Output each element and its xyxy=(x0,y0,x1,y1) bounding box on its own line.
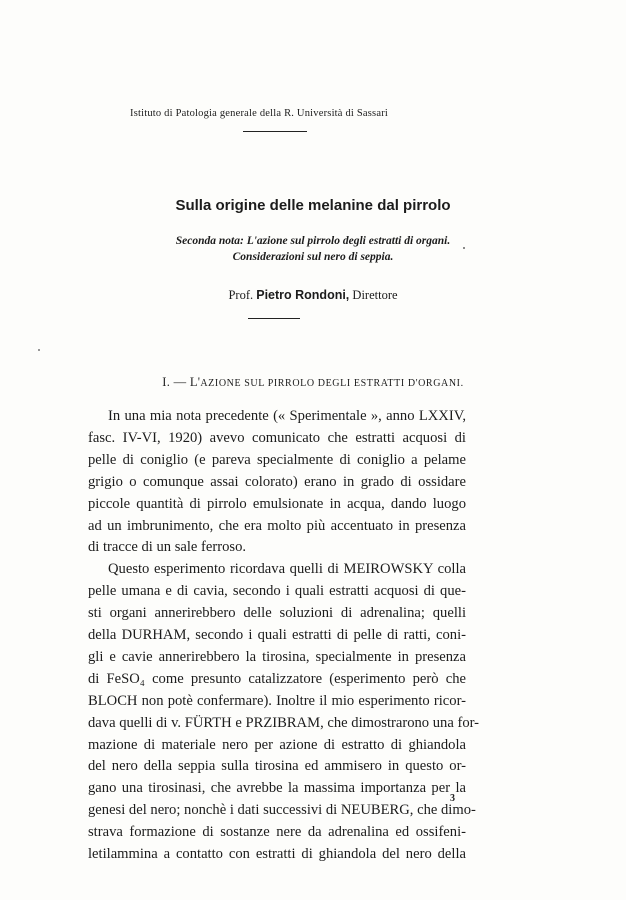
body-line: piccole quantità di pirrolo emulsionate in acqua, dando luogo xyxy=(88,495,466,512)
author-line xyxy=(0,288,626,303)
body-line: grigio o comunque assai colorato) erano in grado di ossidare xyxy=(88,473,466,490)
section-number: I. — xyxy=(162,375,187,389)
article-title: Sulla origine delle melanine dal pirrolo xyxy=(175,197,451,214)
section-title-initial: L' xyxy=(189,375,201,389)
body-line: del nero della seppia sulla tirosina ed ammisero in questo or- xyxy=(88,758,466,775)
body-line: di FeSO₄ come presunto catalizzatore (esperimento però che xyxy=(88,670,466,687)
body-line: pelle umana e di cavia, secondo i quali estratti acquosi di que- xyxy=(88,583,466,600)
body-line: pelle di coniglio (e pareva specialmente di coniglio a pelame xyxy=(88,451,466,468)
author-prefix: Prof. xyxy=(228,288,254,302)
author-name: Pietro Rondoni, xyxy=(256,288,350,302)
body-line: ad un imbrunimento, che era molto più accentuato in presenza xyxy=(88,517,466,534)
article-subtitle-line-2: Considerazioni sul nero di seppia. xyxy=(232,251,394,263)
body-line: genesi del nero; nonchè i dati successivi di NEUBERG, che dimo- xyxy=(88,802,476,819)
institute-header: Istituto di Patologia generale della R. Università di Sassari xyxy=(130,108,389,119)
body-line: gano una tirosinasi, che avrebbe la massima importanza per la xyxy=(88,780,466,797)
body-line: mazione di materiale nero per azione di estratto di ghiandola xyxy=(88,736,466,753)
body-line: strava formazione di sostanze nere da adrenalina ed ossifeni- xyxy=(88,824,466,841)
body-line: gli e cavie annerirebbero la tirosina, specialmente in presenza xyxy=(88,648,466,665)
body-line: di tracce di un sale ferroso. xyxy=(88,539,247,556)
body-line: Questo esperimento ricordava quelli di MEIROWSKY colla xyxy=(108,561,466,578)
body-line: In una mia nota precedente (« Sperimentale », anno LXXIV, xyxy=(108,408,466,424)
page-number: 3 xyxy=(450,793,455,804)
article-subtitle-line-1: Seconda nota: L'azione sul pirrolo degli estratti di organi. xyxy=(175,235,451,247)
section-heading xyxy=(0,375,626,390)
body-line: letilammina a contatto con estratti di ghiandola del nero della xyxy=(88,846,466,862)
body-line: fasc. IV-VI, 1920) avevo comunicato che estratti acquosi di xyxy=(88,429,466,446)
scan-speck xyxy=(463,247,465,249)
author-role: Direttore xyxy=(352,288,398,302)
scan-speck xyxy=(38,349,40,351)
body-line: BLOCH non potè confermare). Inoltre il mio esperimento ricor- xyxy=(88,692,466,709)
section-title: AZIONE SUL PIRROLO DEGLI ESTRATTI D'ORGANI. xyxy=(200,378,464,389)
body-line: della DURHAM, secondo i quali estratti di pelle di ratti, coni- xyxy=(88,627,466,643)
author-divider xyxy=(248,318,300,319)
body-line: dava quelli di v. FÜRTH e PRZIBRAM, che dimostrarono una for- xyxy=(88,714,480,731)
body-line: sti organi annerirebbero delle soluzioni di adrenalina; quelli xyxy=(88,605,466,622)
header-divider xyxy=(243,131,307,132)
